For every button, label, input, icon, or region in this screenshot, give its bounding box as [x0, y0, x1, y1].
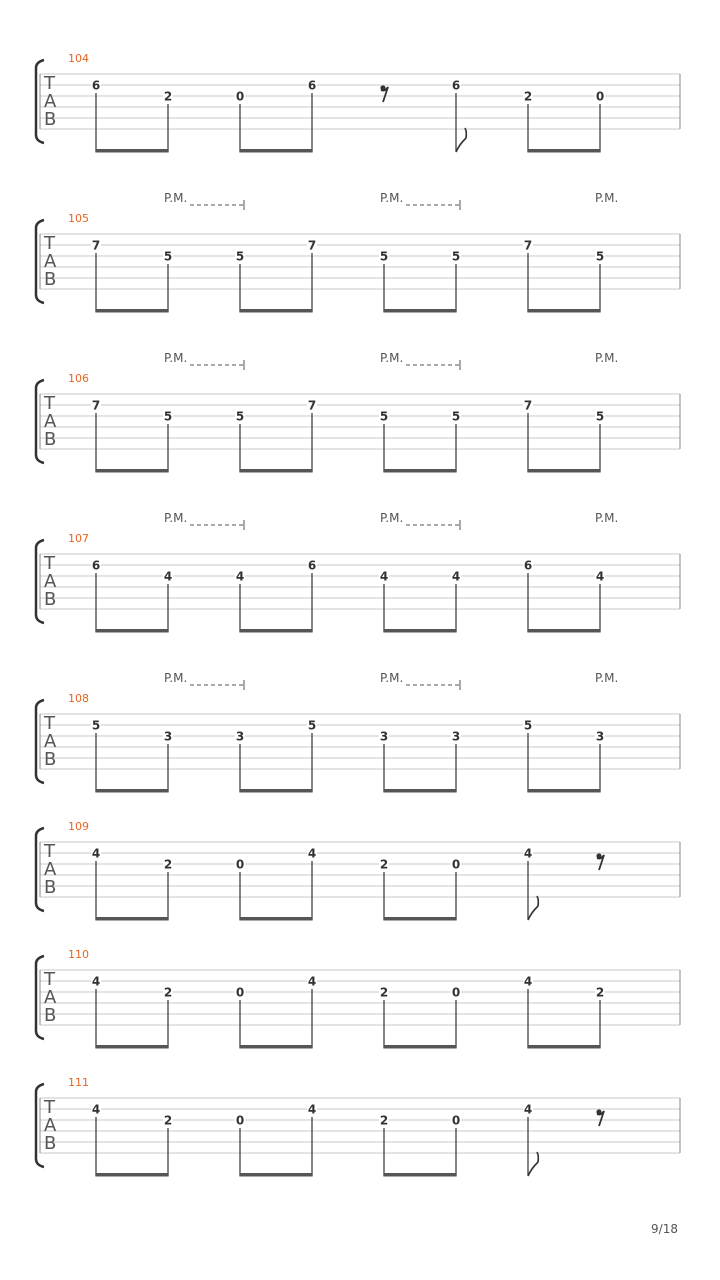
fret-number: 5	[163, 409, 173, 424]
beam	[527, 629, 600, 633]
beam	[383, 789, 456, 793]
tab-system	[36, 511, 680, 633]
beam	[95, 469, 168, 473]
palm-mute-label: P.M.	[595, 671, 619, 685]
beam	[383, 917, 456, 921]
beam	[383, 629, 456, 633]
tab-clef-letter: B	[44, 1005, 57, 1026]
fret-number: 5	[163, 249, 173, 264]
measure-number: 107	[68, 532, 89, 545]
page-number: 9/18	[651, 1222, 678, 1236]
beam	[95, 1173, 168, 1177]
palm-mute-label: P.M.	[595, 351, 619, 365]
measure-number: 108	[68, 692, 89, 705]
fret-number: 2	[379, 1113, 389, 1128]
note-flag	[528, 1152, 538, 1176]
fret-number: 3	[235, 729, 245, 744]
fret-number: 7	[91, 398, 101, 413]
fret-number: 4	[91, 974, 101, 989]
fret-number: 2	[595, 985, 605, 1000]
fret-number: 6	[523, 558, 533, 573]
beam	[383, 1045, 456, 1049]
fret-number: 2	[163, 1113, 173, 1128]
tab-system	[36, 948, 680, 1049]
fret-number: 2	[163, 857, 173, 872]
fret-number: 4	[307, 1102, 317, 1117]
beam	[95, 149, 168, 153]
fret-number: 5	[379, 409, 389, 424]
fret-number: 5	[595, 249, 605, 264]
fret-number: 0	[451, 985, 461, 1000]
tab-clef-letter: A	[44, 571, 57, 592]
fret-number: 4	[235, 569, 245, 584]
fret-number: 5	[451, 409, 461, 424]
tab-clef-letter: A	[44, 91, 57, 112]
beam	[239, 629, 312, 633]
fret-number: 0	[235, 985, 245, 1000]
fret-number: 5	[451, 249, 461, 264]
beam	[239, 1045, 312, 1049]
fret-number: 2	[163, 985, 173, 1000]
fret-number: 7	[307, 238, 317, 253]
tab-clef-letter: B	[44, 109, 57, 130]
tab-clef-letter: B	[44, 269, 57, 290]
tab-clef-letter: B	[44, 589, 57, 610]
fret-number: 4	[379, 569, 389, 584]
fret-number: 2	[163, 89, 173, 104]
fret-number: 6	[307, 78, 317, 93]
eighth-rest	[380, 85, 388, 102]
palm-mute-label: P.M.	[164, 351, 188, 365]
fret-number: 6	[307, 558, 317, 573]
tab-system	[36, 820, 680, 921]
tab-system	[36, 52, 680, 153]
tab-system	[36, 351, 680, 473]
palm-mute-label: P.M.	[380, 511, 404, 525]
palm-mute-label: P.M.	[164, 511, 188, 525]
tab-clef-letter: A	[44, 859, 57, 880]
fret-number: 4	[163, 569, 173, 584]
tab-clef-letter: T	[44, 233, 55, 254]
fret-number: 2	[379, 985, 389, 1000]
fret-number: 5	[235, 249, 245, 264]
fret-number: 6	[91, 78, 101, 93]
beam	[239, 1173, 312, 1177]
tab-clef-letter: A	[44, 1115, 57, 1136]
palm-mute-label: P.M.	[164, 671, 188, 685]
beam	[95, 789, 168, 793]
fret-number: 5	[307, 718, 317, 733]
tab-clef-letter: B	[44, 749, 57, 770]
fret-number: 3	[451, 729, 461, 744]
fret-number: 0	[451, 857, 461, 872]
measure-number: 104	[68, 52, 89, 65]
beam	[239, 469, 312, 473]
note-flag	[456, 128, 466, 152]
measure-number: 111	[68, 1076, 89, 1089]
tab-clef-letter: T	[44, 553, 55, 574]
beam	[383, 309, 456, 313]
palm-mute-label: P.M.	[164, 191, 188, 205]
palm-mute-label: P.M.	[595, 511, 619, 525]
measure-number: 109	[68, 820, 89, 833]
beam	[527, 1045, 600, 1049]
measure-number: 105	[68, 212, 89, 225]
tab-system	[36, 1076, 680, 1177]
tab-system	[36, 191, 680, 313]
beam	[527, 789, 600, 793]
fret-number: 4	[451, 569, 461, 584]
beam	[239, 309, 312, 313]
fret-number: 0	[235, 89, 245, 104]
measure-number: 106	[68, 372, 89, 385]
fret-number: 7	[523, 398, 533, 413]
fret-number: 4	[523, 1102, 533, 1117]
fret-number: 0	[235, 1113, 245, 1128]
tab-clef-letter: A	[44, 731, 57, 752]
beam	[95, 917, 168, 921]
beam	[527, 309, 600, 313]
fret-number: 7	[523, 238, 533, 253]
palm-mute-label: P.M.	[380, 671, 404, 685]
beam	[239, 789, 312, 793]
beam	[527, 149, 600, 153]
palm-mute-label: P.M.	[380, 351, 404, 365]
palm-mute-label: P.M.	[380, 191, 404, 205]
fret-number: 5	[595, 409, 605, 424]
tab-system	[36, 671, 680, 793]
eighth-rest	[596, 853, 604, 870]
fret-number: 4	[307, 974, 317, 989]
fret-number: 3	[163, 729, 173, 744]
beam	[527, 469, 600, 473]
fret-number: 3	[379, 729, 389, 744]
fret-number: 5	[523, 718, 533, 733]
beam	[95, 309, 168, 313]
tab-clef-letter: A	[44, 411, 57, 432]
beam	[95, 1045, 168, 1049]
fret-number: 6	[451, 78, 461, 93]
fret-number: 2	[523, 89, 533, 104]
fret-number: 4	[595, 569, 605, 584]
fret-number: 0	[235, 857, 245, 872]
tab-clef-letter: T	[44, 1097, 55, 1118]
fret-number: 3	[595, 729, 605, 744]
fret-number: 4	[523, 974, 533, 989]
fret-number: 4	[91, 846, 101, 861]
tab-clef-letter: T	[44, 841, 55, 862]
tab-clef-letter: B	[44, 1133, 57, 1154]
tab-clef-letter: A	[44, 987, 57, 1008]
beam	[239, 149, 312, 153]
beam	[383, 1173, 456, 1177]
fret-number: 5	[379, 249, 389, 264]
fret-number: 7	[307, 398, 317, 413]
fret-number: 0	[451, 1113, 461, 1128]
tab-clef-letter: T	[44, 713, 55, 734]
palm-mute-label: P.M.	[595, 191, 619, 205]
fret-number: 5	[235, 409, 245, 424]
measure-number: 110	[68, 948, 89, 961]
fret-number: 4	[523, 846, 533, 861]
tab-clef-letter: T	[44, 393, 55, 414]
fret-number: 7	[91, 238, 101, 253]
fret-number: 0	[595, 89, 605, 104]
note-flag	[528, 896, 538, 920]
fret-number: 6	[91, 558, 101, 573]
tab-clef-letter: A	[44, 251, 57, 272]
tab-clef-letter: B	[44, 429, 57, 450]
fret-number: 2	[379, 857, 389, 872]
eighth-rest	[596, 1109, 604, 1126]
tab-clef-letter: T	[44, 969, 55, 990]
beam	[239, 917, 312, 921]
tab-clef-letter: B	[44, 877, 57, 898]
beam	[383, 469, 456, 473]
fret-number: 5	[91, 718, 101, 733]
fret-number: 4	[91, 1102, 101, 1117]
tab-clef-letter: T	[44, 73, 55, 94]
fret-number: 4	[307, 846, 317, 861]
beam	[95, 629, 168, 633]
